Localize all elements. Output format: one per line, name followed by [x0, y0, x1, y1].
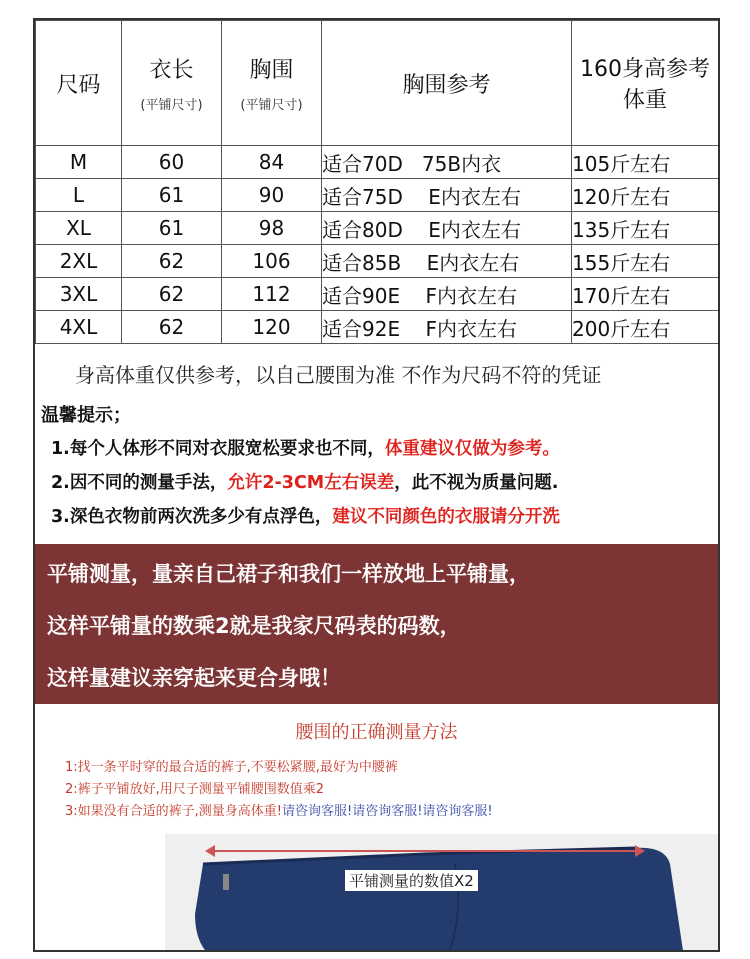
cell-weight: 200斤左右 [572, 311, 719, 344]
cell-weight: 120斤左右 [572, 179, 719, 212]
guide-step-1: 1:找一条平时穿的最合适的裤子,不要松紧腰,最好为中腰裤 [65, 760, 398, 775]
cell-ref: 适合70D 75B内衣 [322, 146, 572, 179]
tip-1-highlight: 体重建议仅做为参考。 [384, 439, 560, 459]
tip-2-text: 2.因不同的测量手法， [51, 473, 228, 493]
size-chart-frame [33, 18, 720, 952]
cell-ref: 适合85B E内衣左右 [322, 245, 572, 278]
header-bust: 胸围 (平铺尺寸) [222, 21, 322, 146]
table-row [36, 311, 719, 344]
cell-size: 2XL [36, 245, 122, 278]
cell-ref: 适合92E F内衣左右 [322, 311, 572, 344]
tip-3 [51, 503, 560, 528]
banner-line-1: 平铺测量，量亲自己裙子和我们一样放地上平铺量， [47, 562, 530, 586]
tip-2-tail: ，此不视为质量问题. [394, 473, 559, 493]
tip-2-highlight: 允许2-3CM左右误差 [227, 473, 395, 493]
cell-weight: 170斤左右 [572, 278, 719, 311]
cell-ref: 适合90E F内衣左右 [322, 278, 572, 311]
table-row [36, 245, 719, 278]
cell-ref: 适合80D E内衣左右 [322, 212, 572, 245]
cell-length: 62 [122, 278, 222, 311]
cell-size: M [36, 146, 122, 179]
size-table [35, 20, 719, 344]
cell-length: 60 [122, 146, 222, 179]
tip-3-text: 3.深色衣物前两次洗多少有点浮色， [51, 507, 333, 527]
cell-bust: 112 [222, 278, 322, 311]
cell-size: 3XL [36, 278, 122, 311]
measure-label: 平铺测量的数值X2 [345, 870, 478, 891]
measure-banner [35, 544, 718, 704]
cell-weight: 155斤左右 [572, 245, 719, 278]
cell-size: XL [36, 212, 122, 245]
cell-bust: 84 [222, 146, 322, 179]
header-size: 尺码 [36, 21, 122, 146]
cell-weight: 105斤左右 [572, 146, 719, 179]
table-row [36, 146, 719, 179]
guide-step-3-text: 3:如果没有合适的裤子,测量身高体重! [65, 804, 282, 819]
header-weight: 160身高参考 体重 [572, 21, 719, 146]
cell-bust: 98 [222, 212, 322, 245]
tip-1-text: 1.每个人体形不同对衣服宽松要求也不同， [51, 439, 385, 459]
measure-arrow-right-icon [635, 845, 645, 857]
cell-length: 61 [122, 179, 222, 212]
tip-3-highlight: 建议不同颜色的衣服请分开洗 [332, 507, 560, 527]
pants-body [195, 848, 685, 952]
table-row [36, 179, 719, 212]
header-bust-ref: 胸围参考 [322, 21, 572, 146]
cell-length: 61 [122, 212, 222, 245]
table-row [36, 278, 719, 311]
banner-line-2: 这样平铺量的数乘2就是我家尺码表的码数， [47, 614, 461, 638]
reference-note: 身高体重仅供参考，以自己腰围为准 不作为尺码不符的凭证 [75, 363, 602, 387]
zipper-pull [223, 874, 229, 890]
guide-step-2: 2:裤子平铺放好,用尺子测量平铺腰围数值乘2 [65, 782, 325, 797]
waist-measure-guide [35, 704, 718, 952]
cell-bust: 90 [222, 179, 322, 212]
guide-title: 腰围的正确测量方法 [295, 722, 458, 743]
tip-1 [51, 435, 560, 460]
header-length: 衣长 (平铺尺寸) [122, 21, 222, 146]
cell-length: 62 [122, 245, 222, 278]
cell-size: L [36, 179, 122, 212]
cell-weight: 135斤左右 [572, 212, 719, 245]
measure-line [211, 850, 641, 852]
guide-step-3-contact: 请咨询客服!请咨询客服!请咨询客服! [282, 804, 493, 819]
table-row [36, 212, 719, 245]
cell-bust: 120 [222, 311, 322, 344]
cell-length: 62 [122, 311, 222, 344]
tip-2 [51, 469, 558, 494]
table-header-row [36, 21, 719, 146]
cell-bust: 106 [222, 245, 322, 278]
cell-ref: 适合75D E内衣左右 [322, 179, 572, 212]
banner-line-3: 这样量建议亲穿起来更合身哦！ [47, 666, 341, 690]
tips-heading: 温馨提示； [41, 405, 131, 426]
guide-step-3 [65, 800, 493, 819]
cell-size: 4XL [36, 311, 122, 344]
